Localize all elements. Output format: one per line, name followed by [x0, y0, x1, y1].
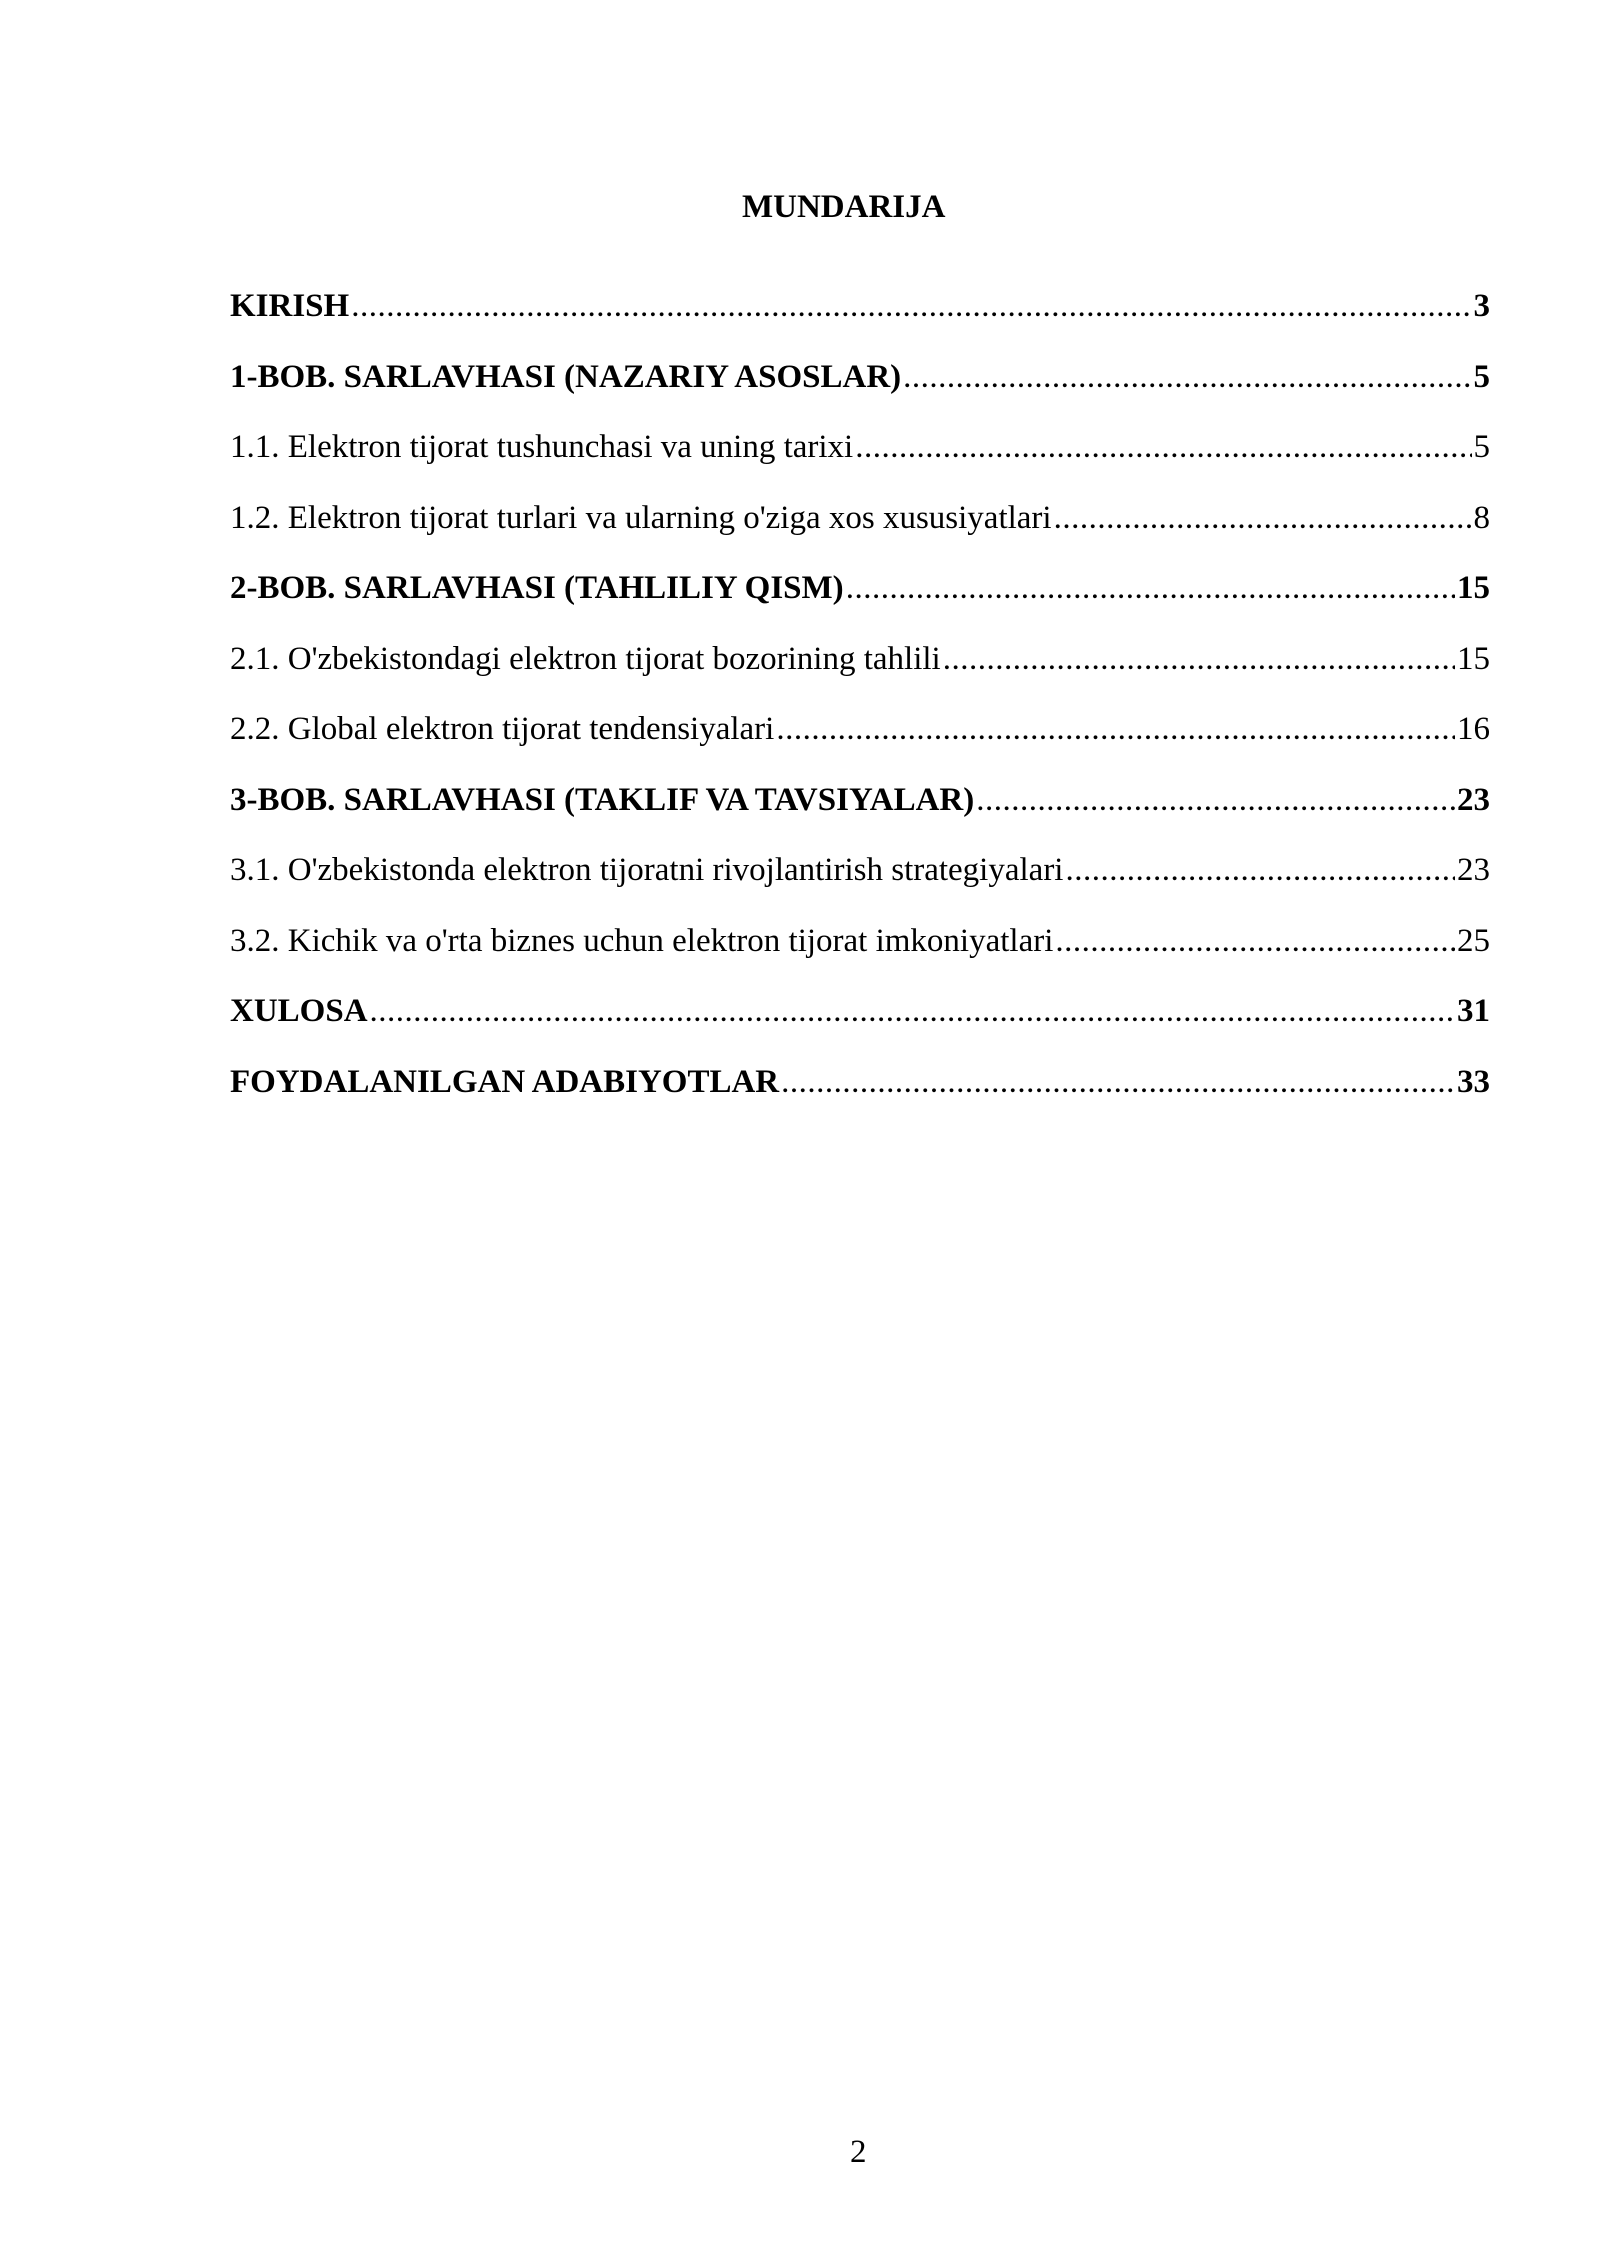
toc-entry-page: 15 — [1457, 640, 1490, 677]
toc-entry-page: 15 — [1457, 570, 1490, 606]
page-number-text: 2 — [850, 2134, 867, 2170]
toc-entry-title: FOYDALANILGAN ADABIYOTLAR — [230, 1063, 780, 1100]
toc-entry-title: 1.2. Elektron tijorat turlari va ularning o'ziga xos xususiyatlari — [230, 499, 1052, 536]
toc-leader-dots — [1055, 915, 1455, 967]
toc-leader-dots — [976, 774, 1455, 826]
toc-entry-page: 23 — [1457, 781, 1490, 818]
toc-entry[interactable] — [230, 351, 1490, 422]
toc-leader-dots — [776, 703, 1455, 755]
toc-entry-page: 8 — [1473, 499, 1490, 536]
toc-entry[interactable] — [230, 633, 1490, 704]
toc-entry-title: 3-BOB. SARLAVHASI (TAKLIF VA TAVSIYALAR) — [230, 781, 975, 818]
toc-entry-page: 25 — [1457, 922, 1490, 959]
toc-entry-title: 1.1. Elektron tijorat tushunchasi va uning tarixi — [230, 429, 854, 465]
toc-entry[interactable] — [230, 280, 1490, 351]
toc-entry[interactable] — [230, 562, 1490, 633]
toc-entry[interactable] — [230, 985, 1490, 1056]
toc-entry-title: 2.2. Global elektron tijorat tendensiyalari — [230, 711, 775, 747]
toc-leader-dots — [351, 280, 1471, 332]
toc-leader-dots — [903, 351, 1471, 403]
toc-entry-page: 23 — [1457, 852, 1490, 888]
toc-entry[interactable] — [230, 703, 1490, 774]
toc-entry-title: 2.1. O'zbekistondagi elektron tijorat bozorining tahlili — [230, 640, 941, 677]
toc-entry-page: 3 — [1473, 288, 1490, 324]
toc-entry[interactable] — [230, 492, 1490, 563]
toc-entry-page: 5 — [1473, 358, 1490, 395]
toc-leader-dots — [943, 633, 1455, 685]
table-of-contents — [230, 280, 1490, 1126]
toc-entry-page: 31 — [1457, 993, 1490, 1029]
toc-entry-title: 3.1. O'zbekistonda elektron tijoratni rivojlantirish strategiyalari — [230, 852, 1064, 888]
toc-entry[interactable] — [230, 421, 1490, 492]
toc-leader-dots — [855, 421, 1471, 473]
toc-entry[interactable] — [230, 915, 1490, 986]
toc-leader-dots — [781, 1056, 1455, 1108]
toc-entry-title: 2-BOB. SARLAVHASI (TAHLILIY QISM) — [230, 570, 844, 606]
toc-entry-page: 5 — [1473, 429, 1490, 465]
toc-entry-page: 16 — [1457, 711, 1490, 747]
toc-leader-dots — [370, 985, 1455, 1037]
toc-entry-title: 1-BOB. SARLAVHASI (NAZARIY ASOSLAR) — [230, 358, 902, 395]
toc-entry[interactable] — [230, 844, 1490, 915]
toc-entry[interactable] — [230, 1056, 1490, 1127]
toc-entry-title: XULOSA — [230, 993, 368, 1029]
toc-leader-dots — [1065, 844, 1455, 896]
page-title-text: MUNDARIJA — [742, 189, 946, 225]
toc-entry-title: 3.2. Kichik va o'rta biznes uchun elektron tijorat imkoniyatlari — [230, 922, 1054, 959]
toc-leader-dots — [1054, 492, 1472, 544]
toc-entry-title: KIRISH — [230, 288, 350, 324]
toc-leader-dots — [846, 562, 1455, 614]
toc-entry[interactable] — [230, 774, 1490, 845]
toc-entry-page: 33 — [1457, 1063, 1490, 1100]
